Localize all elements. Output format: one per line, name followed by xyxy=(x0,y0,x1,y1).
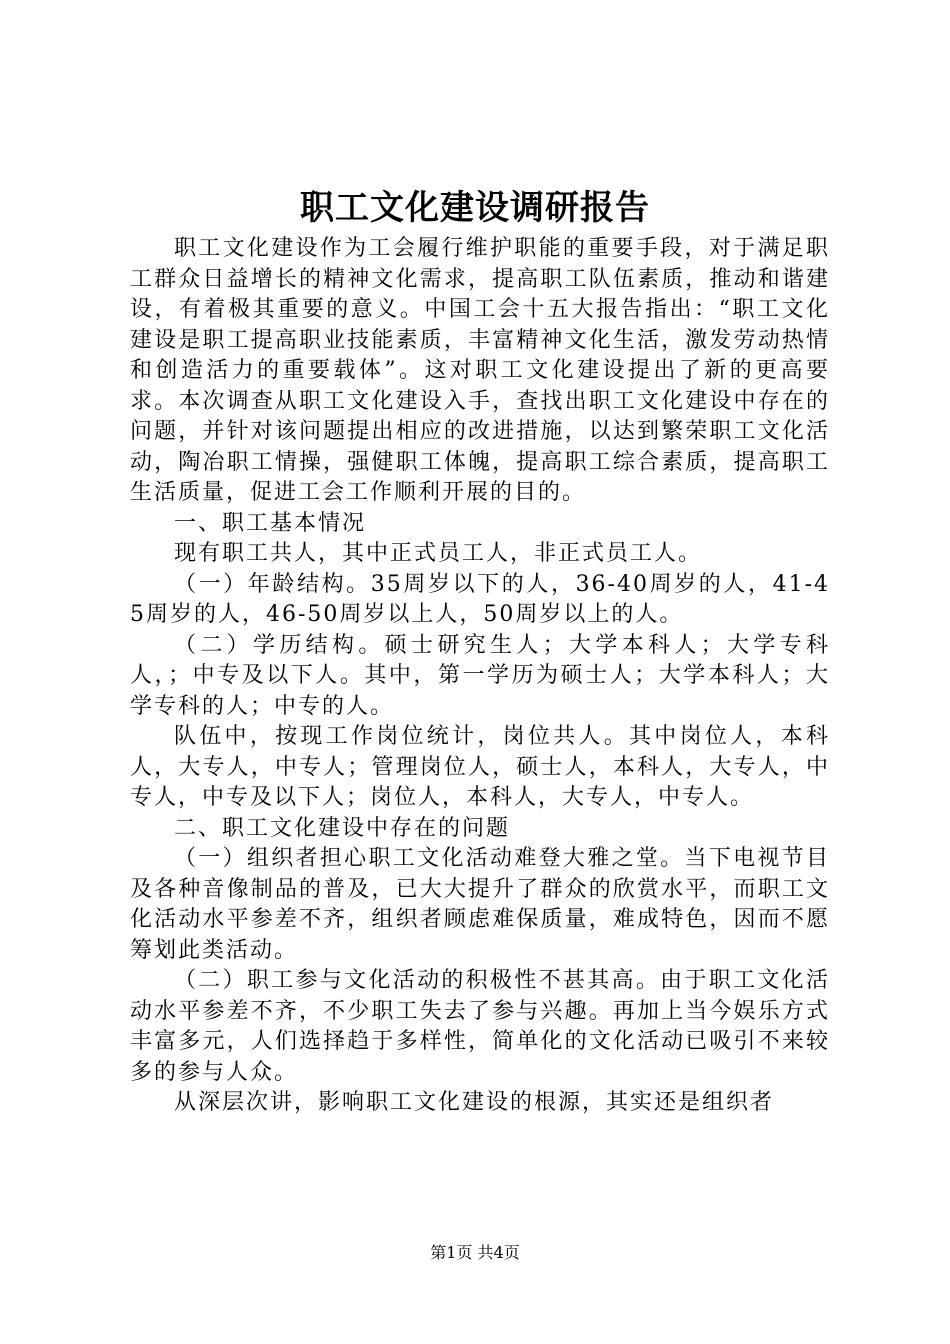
position-statistics-paragraph: 队伍中，按现工作岗位统计，岗位共人。其中岗位人，本科人，大专人，中专人；管理岗位人，硕士人，本科人，大专人，中专人，中专及以下人；岗位人，本科人，大专人，中专人。 xyxy=(130,724,830,810)
education-structure-paragraph: （二）学历结构。硕士研究生人；大学本科人；大学专科人，；中专及以下人。其中，第一学历为硕士人；大学本科人；大学专科的人；中专的人。 xyxy=(130,632,830,719)
document-title: 职工文化建设调研报告 xyxy=(300,188,650,228)
intro-paragraph: 职工文化建设作为工会履行维护职能的重要手段，对于满足职工群众日益增长的精神文化需求，提高职工队伍素质，推动和谐建设，有着极其重要的意义。中国工会十五大报告指出：“职工文化建设是职工提高职业技能素质，丰富精神文化生活，激发劳动热情和创造活力的重要载体”。这对职工文化建设提出了新的更高要求。本次调查从职工文化建设入手，查找出职工文化建设中存在的问题，并针对该问题提出相应的改进措施，以达到繁荣职工文化活动，陶冶职工情操，强健职工体魄，提高职工综合素质，提高职工生活质量，促进工会工作顺利开展的目的。 xyxy=(130,236,830,505)
staff-count-paragraph: 现有职工共人，其中正式员工人，非正式员工人。 xyxy=(174,541,703,566)
problem-two-paragraph: （二）职工参与文化活动的积极性不甚其高。由于职工文化活动水平参差不齐，不少职工失去了参与兴趣。再加上当今娱乐方式丰富多元，人们选择趋于多样性，简单化的文化活动已吸引不来较多的参与人众。 xyxy=(130,968,830,1085)
section-heading-basic-info: 一、职工基本情况 xyxy=(174,510,367,536)
document-body xyxy=(130,234,830,1119)
page-footer: 第1页 共4页 xyxy=(430,1243,520,1262)
deep-reason-paragraph: 从深层次讲，影响职工文化建设的根源，其实还是组织者 xyxy=(174,1090,775,1115)
age-structure-paragraph: （一）年龄结构。35周岁以下的人，36-40周岁的人，41-45周岁的人，46-50周岁以上人，50周岁以上的人。 xyxy=(130,571,830,627)
problem-one-paragraph: （一）组织者担心职工文化活动难登大雅之堂。当下电视节目及各种音像制品的普及，已大大提升了群众的欣赏水平，而职工文化活动水平参差不齐，组织者顾虑难保质量，难成特色，因而不愿筹划此类活动。 xyxy=(130,846,830,963)
section-heading-problems: 二、职工文化建设中存在的问题 xyxy=(174,815,511,841)
